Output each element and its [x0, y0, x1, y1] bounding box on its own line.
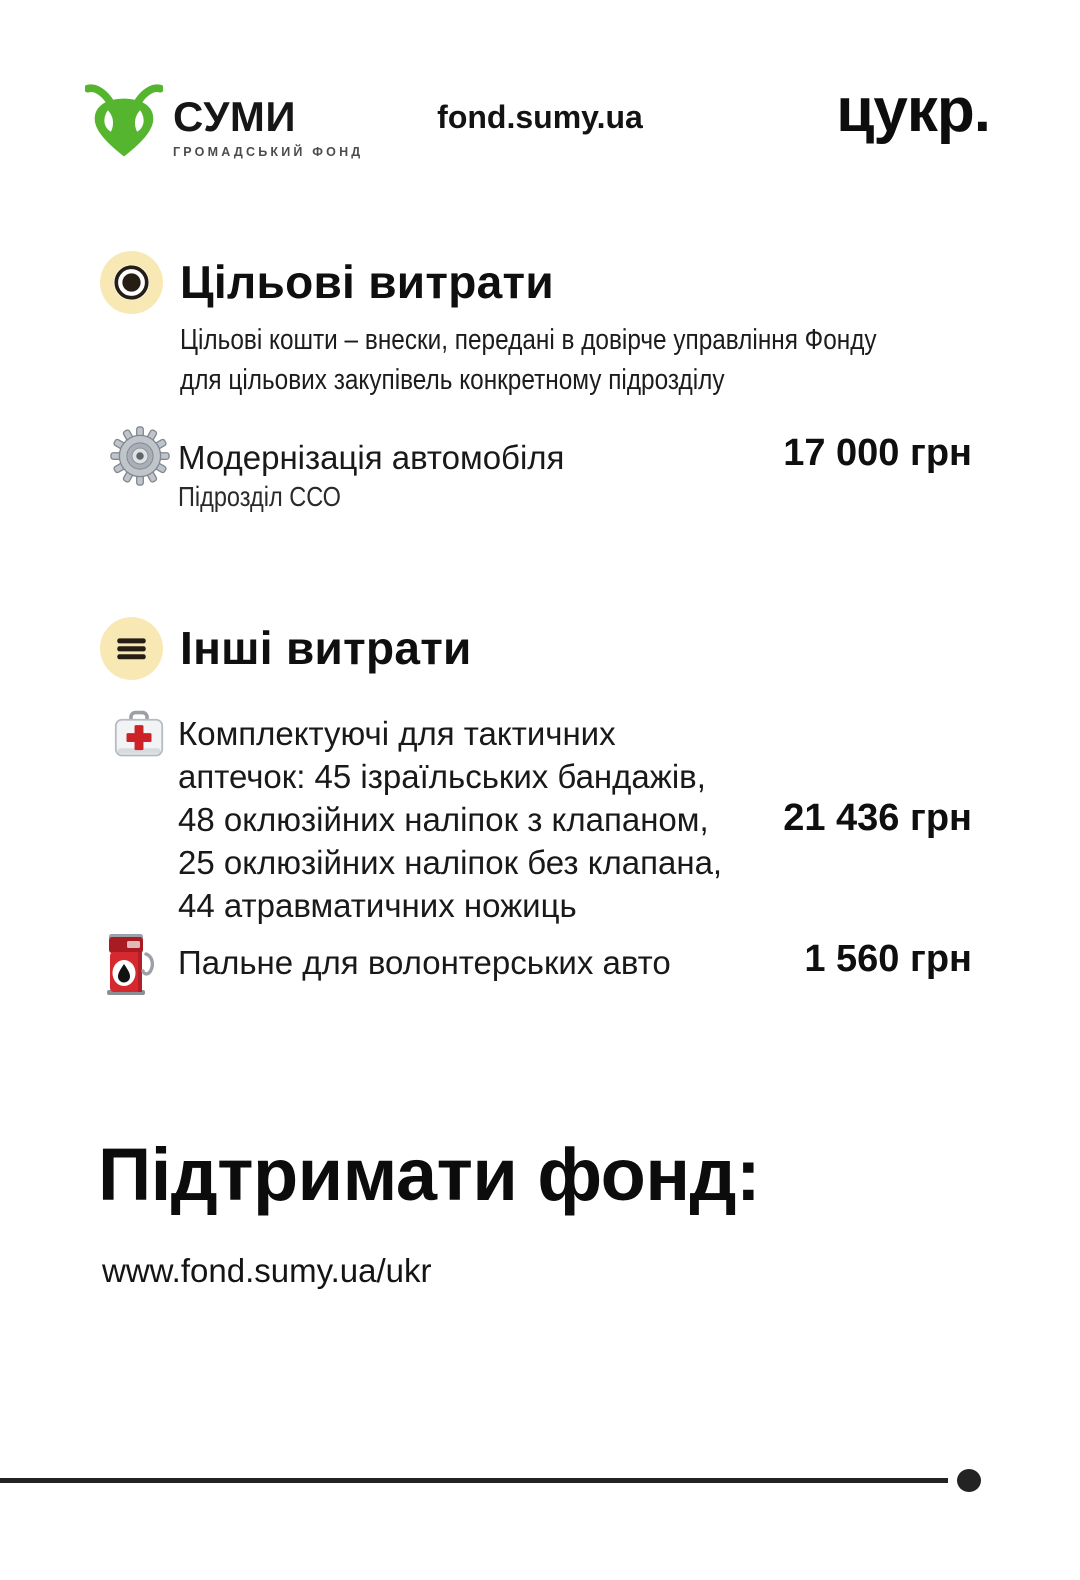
first-aid-kit-icon: [114, 710, 164, 758]
expense-amount: 17 000 грн: [783, 432, 972, 474]
expense-amount: 1 560 грн: [804, 938, 972, 980]
list-icon: [100, 617, 163, 680]
logo-subtitle-text: ГРОМАДСЬКИЙ ФОНД: [173, 145, 364, 159]
logo-name-text: СУМИ: [173, 93, 297, 140]
header-site-url[interactable]: fond.sumy.ua: [437, 99, 643, 135]
section-title-other: Інші витрати: [180, 622, 472, 674]
expense-label: Модернізація автомобіля: [178, 439, 565, 476]
cta-title: Підтримати фонд:: [98, 1133, 761, 1216]
footer-donate-url[interactable]: www.fond.sumy.ua/ukr: [102, 1252, 432, 1289]
gear-icon: [110, 426, 170, 486]
target-icon: [100, 251, 163, 314]
section-title-targeted: Цільові витрати: [180, 256, 554, 308]
partner-logo-text: цукр.: [836, 76, 990, 145]
expense-label-lines: Комплектуючі для тактичних аптечок: 45 ізраїльських бандажів, 48 оклюзійних наліпок з клапаном, 25 оклюзійних наліпок без клапана, 44 атравматичних ножиць: [178, 715, 723, 924]
bottom-rule-dot: [957, 1469, 981, 1492]
fuel-pump-icon: [102, 930, 158, 996]
expense-sublabel: Підрозділ ССО: [178, 481, 341, 512]
expense-label: Пальне для волонтерських авто: [178, 944, 671, 981]
section-description: Цільові кошти – внески, передані в довірче управління Фонду для цільових закупівель конкретному підрозділу: [180, 324, 877, 396]
expense-amount: 21 436 грн: [783, 797, 972, 839]
bottom-rule-line: [0, 1478, 948, 1483]
